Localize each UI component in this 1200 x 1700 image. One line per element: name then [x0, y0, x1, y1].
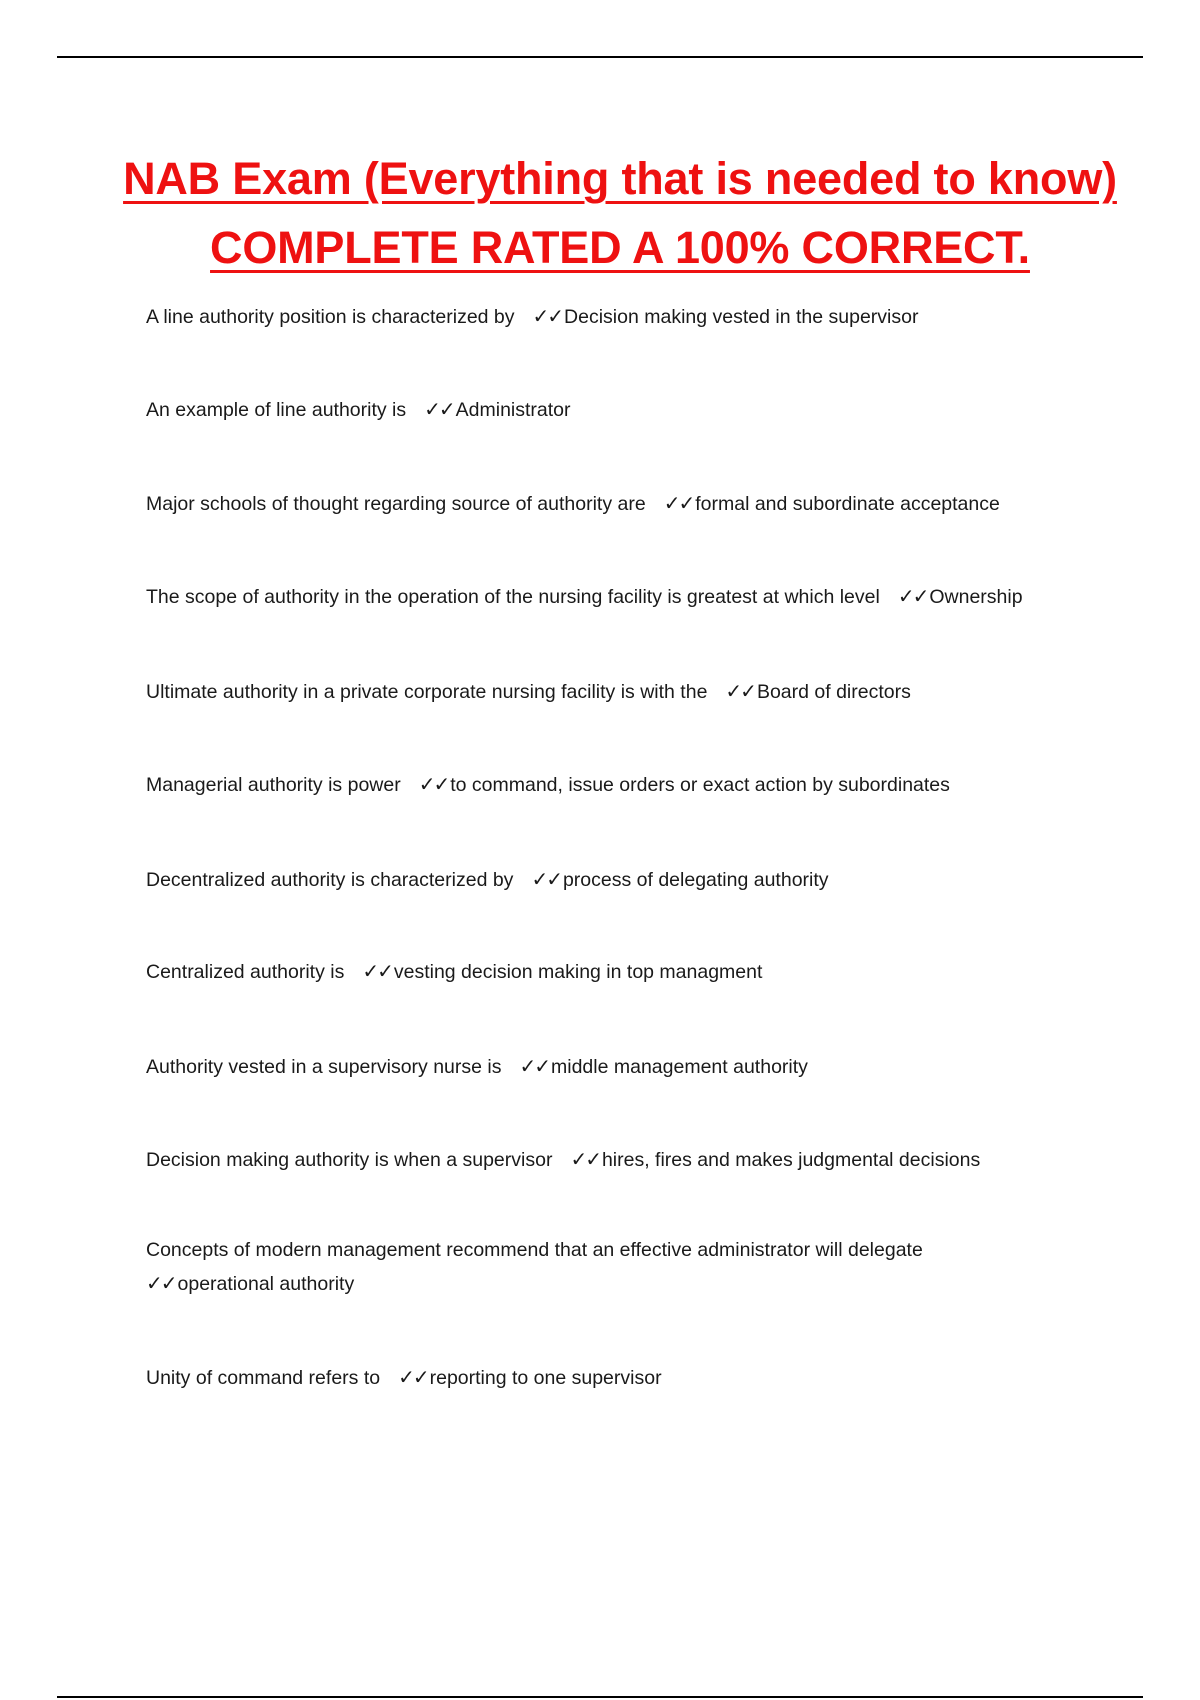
answer-text: middle management authority — [551, 1056, 808, 1078]
answer-text: hires, fires and makes judgmental decisions — [601, 1149, 981, 1171]
question-text: Managerial authority is power — [146, 774, 401, 796]
document-title: NAB Exam (Everything that is needed to know) COMPLETE RATED A 100% CORRECT. — [123, 153, 1117, 273]
check-icon: ✓✓ — [418, 772, 449, 796]
qa-item — [146, 1143, 1106, 1177]
answer-text: Administrator — [455, 399, 571, 421]
question-text: Unity of command refers to — [146, 1367, 381, 1389]
question-text: Decentralized authority is characterized by — [146, 869, 514, 891]
qa-item — [146, 863, 1106, 897]
qa-item — [146, 675, 1106, 709]
question-text: Decision making authority is when a supervisor — [146, 1149, 553, 1171]
answer-text: reporting to one supervisor — [429, 1367, 662, 1389]
top-rule — [57, 56, 1143, 58]
check-icon: ✓✓ — [570, 1147, 600, 1171]
qa-item — [146, 393, 1106, 427]
check-icon: ✓✓ — [519, 1054, 550, 1078]
check-icon: ✓✓ — [146, 1271, 176, 1295]
qa-item — [146, 487, 1106, 521]
answer-text: operational authority — [177, 1273, 355, 1295]
answer-text: Ownership — [929, 586, 1023, 608]
check-icon: ✓✓ — [663, 491, 694, 515]
question-text: Authority vested in a supervisory nurse is — [146, 1056, 502, 1078]
qa-item — [146, 580, 1106, 614]
check-icon: ✓✓ — [897, 584, 928, 608]
answer-text: process of delegating authority — [562, 869, 829, 891]
check-icon: ✓✓ — [532, 304, 563, 328]
qa-item — [146, 1234, 1106, 1301]
question-text: A line authority position is characterized by — [146, 306, 515, 328]
check-icon: ✓✓ — [531, 867, 561, 891]
check-icon: ✓✓ — [424, 397, 454, 421]
check-icon: ✓✓ — [725, 679, 755, 703]
qa-item — [146, 768, 1106, 802]
question-text: Ultimate authority in a private corporate nursing facility is with the — [146, 681, 708, 703]
question-text: Major schools of thought regarding source of authority are — [146, 493, 646, 515]
qa-item — [146, 1361, 1106, 1395]
answer-text: to command, issue orders or exact action by subordinates — [450, 774, 950, 796]
answer-text: vesting decision making in top managment — [393, 961, 763, 983]
answer-text: Board of directors — [756, 681, 911, 703]
question-text: The scope of authority in the operation of the nursing facility is greatest at which level — [146, 586, 880, 608]
question-text: Concepts of modern management recommend that an effective administrator will delegate — [146, 1239, 923, 1261]
qa-item — [146, 300, 1106, 334]
qa-item — [146, 955, 1106, 989]
check-icon: ✓✓ — [362, 959, 392, 983]
question-text: An example of line authority is — [146, 399, 407, 421]
check-icon: ✓✓ — [398, 1365, 428, 1389]
bottom-rule — [57, 1696, 1143, 1698]
answer-text: formal and subordinate acceptance — [695, 493, 1000, 515]
answer-text: Decision making vested in the supervisor — [564, 306, 919, 328]
question-text: Centralized authority is — [146, 961, 345, 983]
qa-item — [146, 1050, 1106, 1084]
